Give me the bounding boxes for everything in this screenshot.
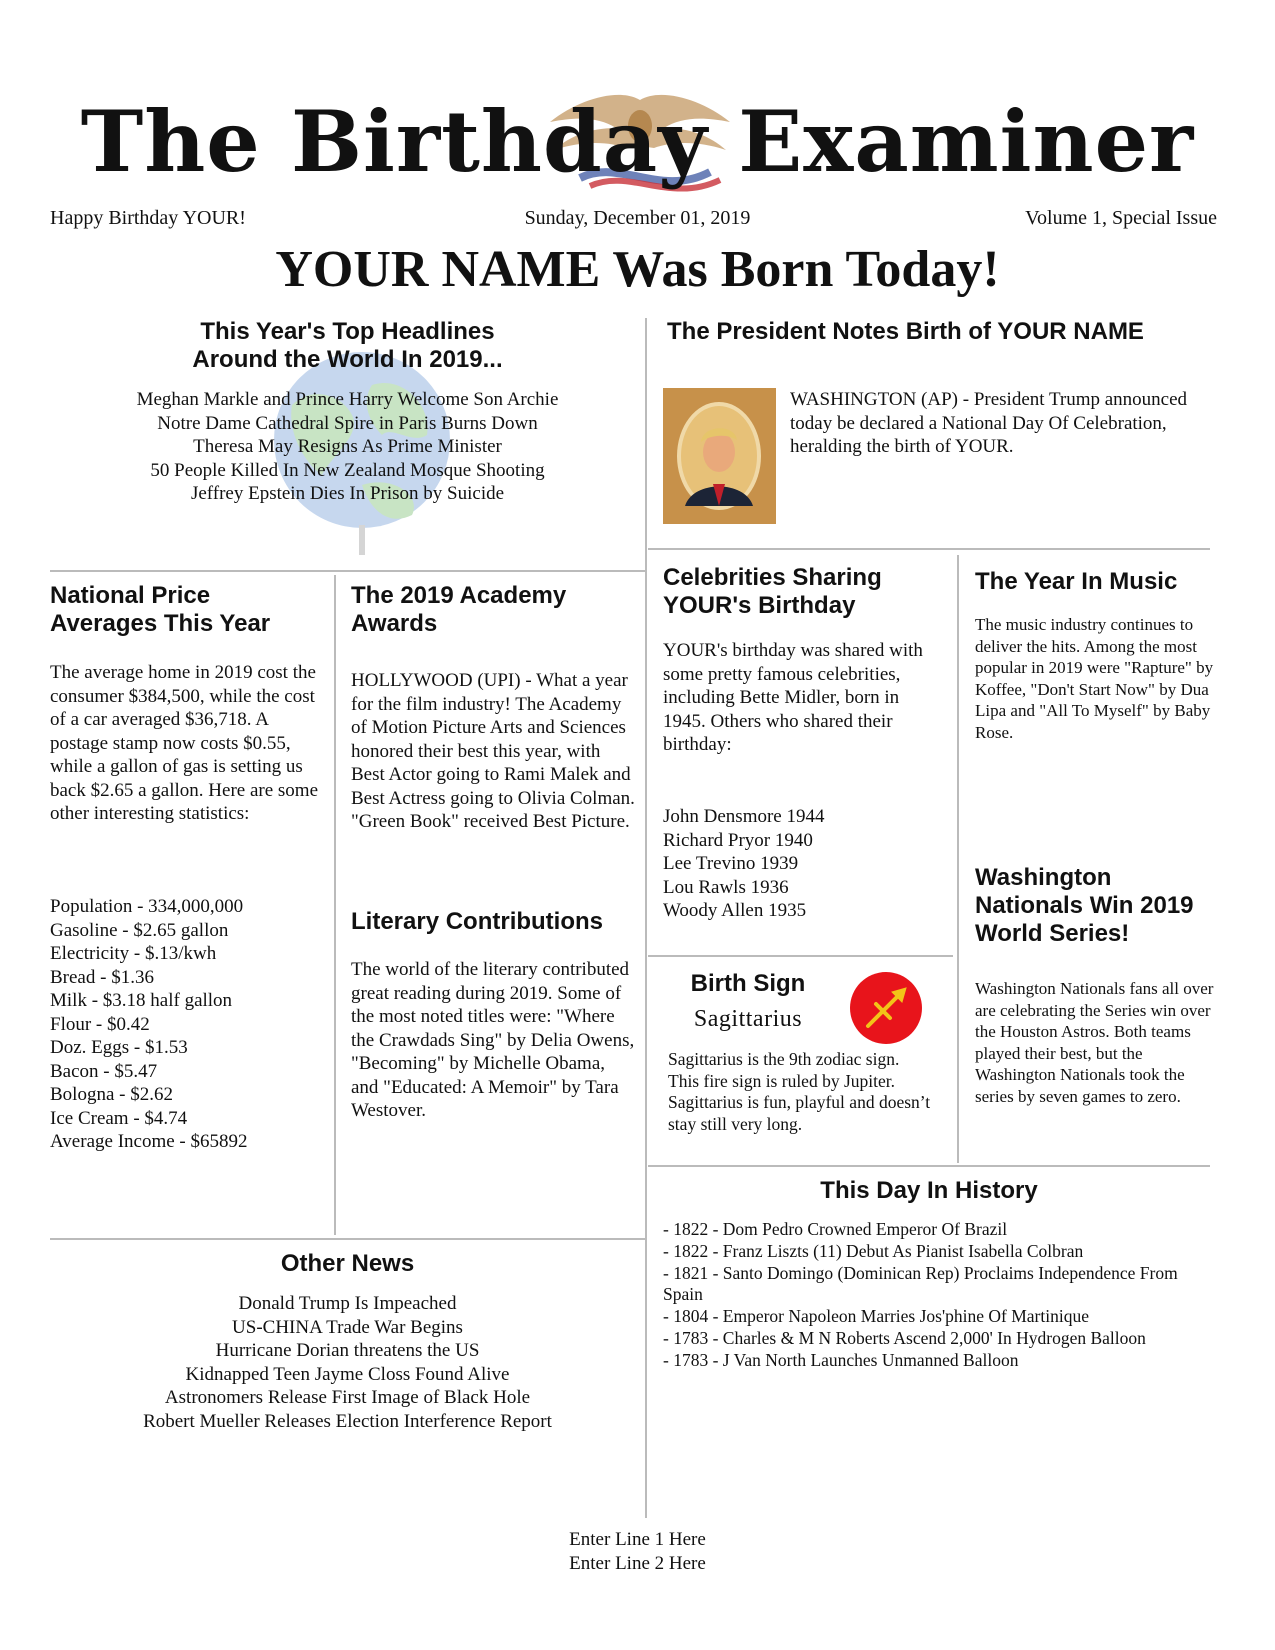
list-item: Richard Pryor 1940	[663, 829, 813, 851]
list-item: Electricity - $.13/kwh	[50, 943, 217, 964]
prices-title: National Price Averages This Year	[50, 582, 271, 637]
right-top-divider	[648, 548, 1210, 550]
music-text: The music industry continues to deliver the hits. Among the most popular in 2019 were "Rapture" by Koffee, "Don't Start Now" by Dua Lipa and "All To Myself" by Baby Rose.	[975, 615, 1214, 742]
academy-text: HOLLYWOOD (UPI) - What a year for the film industry! The Academy of Motion Picture Arts and Sciences honored their best this year, with Best Actor going to Rami Malek and Best Actress going to Olivia Colman. "Green Book" received Best Picture.	[351, 670, 635, 832]
list-item: Gasoline - $2.65 gallon	[50, 919, 229, 941]
other-news-title: Other News	[280, 1250, 415, 1277]
celebrities-text: YOUR's birthday was shared with some pretty famous celebrities, including Bette Midler, born in 1945. Others who shared their birthday:	[663, 640, 923, 755]
list-item: - 1804 - Emperor Napoleon Marries Jos'phine Of Martinique	[663, 1306, 1089, 1327]
list-item: Kidnapped Teen Jayme Closs Found Alive	[185, 1363, 510, 1385]
other-news-list	[50, 1292, 645, 1433]
list-item: Hurricane Dorian threatens the US	[215, 1340, 480, 1361]
right-column-divider	[957, 555, 959, 1163]
list-item: Average Income - $65892	[50, 1131, 248, 1152]
world-series-title: Washington Nationals Win 2019 World Series!	[975, 864, 1194, 947]
list-item: Lee Trevino 1939	[663, 853, 799, 874]
list-item: Bologna - $2.62	[50, 1084, 173, 1105]
literary-text: The world of the literary contributed great reading during 2019. Some of the most noted titles were: "Where the Crawdads Sing" by Delia Owens, "Becoming" by Michelle Obama, and "Educated: A Memoir" by Tara Westover.	[351, 959, 635, 1121]
list-item: Notre Dame Cathedral Spire in Paris Burns Down	[157, 412, 538, 434]
list-item: Jeffrey Epstein Dies In Prison by Suicide	[190, 483, 505, 504]
celebrities-list	[663, 805, 948, 923]
sagittarius-icon	[848, 970, 924, 1046]
list-item: Robert Mueller Releases Election Interference Report	[143, 1410, 552, 1432]
list-item: Meghan Markle and Prince Harry Welcome Son Archie	[136, 389, 559, 410]
world-series-text: Washington Nationals fans all over are celebrating the Series win over the Houston Astros. Both teams played their best, but the Washington Nationals took the series by seven games to zero.	[975, 979, 1214, 1106]
prices-list	[50, 895, 330, 1154]
literary-title: Literary Contributions	[351, 908, 604, 935]
list-item: Woody Allen 1935	[663, 900, 807, 921]
prices-intro: The average home in 2019 cost the consumer $384,500, while the cost of a car averaged $36,718. A postage stamp now costs $0.55, while a gallon of gas is setting us back $2.65 a gallon. Here are some other interesting statistics:	[50, 662, 319, 824]
volume-info: Volume 1, Special Issue	[1025, 207, 1217, 229]
list-item: US-CHINA Trade War Begins	[232, 1316, 463, 1338]
birth-sign-title: Birth Sign	[690, 970, 806, 997]
list-item: - 1821 - Santo Domingo (Dominican Rep) Proclaims Independence From Spain	[663, 1262, 1178, 1305]
celebrities-title: Celebrities Sharing YOUR's Birthday	[663, 564, 882, 619]
president-title: The President Notes Birth of YOUR NAME	[667, 318, 1144, 345]
list-item: Milk - $3.18 half gallon	[50, 990, 233, 1011]
history-list	[663, 1219, 1203, 1372]
list-item: John Densmore 1944	[663, 806, 825, 827]
footer-line-1[interactable]: Enter Line 1 Here	[569, 1529, 706, 1550]
right-bottom-divider	[648, 1165, 1210, 1167]
list-item: Bread - $1.36	[50, 966, 154, 988]
music-title: The Year In Music	[975, 568, 1178, 595]
list-item: Donald Trump Is Impeached	[238, 1293, 457, 1314]
list-item: Doz. Eggs - $1.53	[50, 1037, 188, 1058]
left-column-divider	[334, 575, 336, 1235]
list-item: - 1783 - J Van North Launches Unmanned Balloon	[663, 1349, 1019, 1370]
top-headlines-list	[50, 388, 645, 506]
list-item: - 1783 - Charles & M N Roberts Ascend 2,000' In Hydrogen Balloon	[663, 1327, 1146, 1348]
list-item: Flour - $0.42	[50, 1013, 150, 1035]
list-item: 50 People Killed In New Zealand Mosque Shooting	[150, 459, 545, 481]
birth-sign-name: Sagittarius	[693, 1006, 803, 1032]
left-bottom-divider	[50, 1238, 645, 1240]
celebrity-sign-divider	[648, 955, 953, 957]
birth-sign-text: Sagittarius is the 9th zodiac sign. This fire sign is ruled by Jupiter. Sagittarius is fun, playful and doesn’t stay still very long.	[668, 1049, 931, 1134]
academy-title: The 2019 Academy Awards	[351, 582, 567, 637]
top-headlines-title: This Year's Top Headlines Around the World In 2019...	[192, 318, 503, 373]
center-divider	[645, 318, 647, 1518]
president-portrait	[663, 388, 776, 524]
footer	[0, 1528, 1275, 1575]
president-text: WASHINGTON (AP) - President Trump announced today be declared a National Day Of Celebration, heralding the birth of YOUR.	[790, 389, 1188, 457]
list-item: Theresa May Resigns As Prime Minister	[193, 436, 502, 457]
list-item: Lou Rawls 1936	[663, 876, 789, 898]
history-title: This Day In History	[820, 1177, 1038, 1204]
birthday-greeting: Happy Birthday YOUR!	[50, 207, 246, 229]
main-headline: YOUR NAME Was Born Today!	[275, 241, 1000, 298]
issue-date: Sunday, December 01, 2019	[524, 207, 751, 229]
list-item: Bacon - $5.47	[50, 1060, 158, 1082]
list-item: - 1822 - Franz Liszts (11) Debut As Pianist Isabella Colbran	[663, 1240, 1084, 1261]
masthead-title: The Birthday Examiner	[80, 92, 1195, 191]
footer-line-2[interactable]: Enter Line 2 Here	[569, 1552, 706, 1574]
list-item: Astronomers Release First Image of Black Hole	[164, 1387, 531, 1408]
list-item: Ice Cream - $4.74	[50, 1107, 188, 1129]
left-top-divider	[50, 570, 645, 572]
list-item: Population - 334,000,000	[50, 896, 244, 917]
list-item: - 1822 - Dom Pedro Crowned Emperor Of Brazil	[663, 1219, 1008, 1239]
